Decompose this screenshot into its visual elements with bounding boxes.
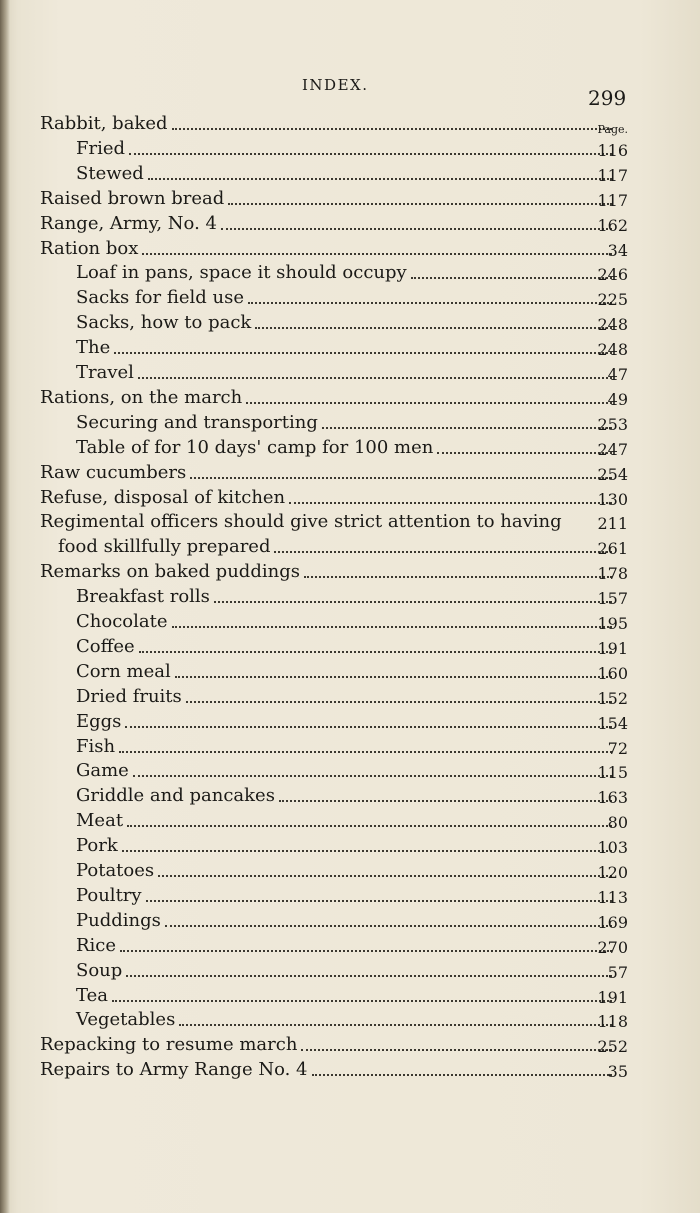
entry-label: food skillfully prepared (58, 536, 271, 558)
entry-label: Puddings (76, 909, 161, 931)
page-number: 299 (588, 86, 627, 110)
index-entry (0, 487, 700, 511)
dot-leader (255, 326, 612, 329)
index-entry (0, 412, 700, 436)
entry-page-number: 191 (597, 987, 628, 1007)
index-entry (0, 736, 700, 760)
entry-page-number: 248 (597, 315, 628, 335)
entry-page-number: 80 (607, 813, 628, 833)
page-title: INDEX. (302, 76, 369, 94)
entry-label: Game (76, 760, 129, 782)
dot-leader (175, 675, 612, 678)
entry-label: Refuse, disposal of kitchen (40, 486, 286, 508)
entry-label: Travel (76, 362, 134, 383)
dot-leader (158, 874, 612, 877)
entry-page-number: 157 (597, 589, 628, 609)
index-entry (0, 835, 700, 859)
dot-leader (122, 849, 612, 852)
entry-label: Securing and transporting (76, 411, 318, 433)
entry-label: Poultry (76, 884, 142, 906)
entry-page-number: 160 (597, 663, 628, 683)
dot-leader (312, 1073, 613, 1076)
dot-leader (148, 177, 612, 180)
index-entry (0, 238, 700, 262)
index-entry (0, 960, 700, 984)
page-column-label: Page. (597, 123, 628, 136)
entry-page-number: 248 (597, 340, 628, 360)
entry-label: Repacking to resume march (40, 1034, 298, 1056)
entry-label: Loaf in pans, space it should occupy (76, 262, 407, 284)
index-entry (0, 611, 700, 635)
index-entry (0, 312, 700, 336)
entry-page-number: 211 (597, 514, 628, 534)
dot-leader (112, 999, 612, 1002)
entry-page-number: 270 (597, 937, 628, 957)
entry-page-number: 34 (607, 240, 628, 260)
entry-page-number: 103 (597, 838, 628, 858)
entry-label: Soup (76, 959, 123, 981)
entry-label: Table of for 10 days' camp for 100 men (76, 436, 434, 458)
entry-page-number: 118 (597, 1012, 628, 1032)
entry-page-number: 225 (597, 290, 628, 310)
index-entry (0, 511, 700, 535)
entry-label: Rice (76, 934, 117, 956)
entry-label: Remarks on baked puddings (40, 561, 300, 583)
index-entry (0, 138, 700, 162)
index-entry (0, 1009, 700, 1033)
entry-page-number: 115 (597, 763, 628, 783)
entry-label: Range, Army, No. 4 (40, 212, 217, 234)
entry-page-number: 162 (597, 215, 628, 235)
index-entry (0, 462, 700, 486)
index-entry (0, 113, 700, 137)
entry-page-number: 47 (607, 365, 628, 384)
entry-page-number: 253 (597, 414, 628, 434)
dot-leader (119, 750, 612, 753)
entry-label: Sacks, how to pack (76, 312, 252, 334)
entry-page-number: 130 (597, 489, 628, 509)
entry-page-number: 169 (597, 912, 628, 932)
dot-leader (322, 426, 612, 429)
dot-leader (139, 650, 612, 653)
entry-label: Raised brown bread (40, 187, 225, 209)
entry-page-number: 113 (597, 887, 628, 907)
page-header (0, 76, 700, 110)
entry-page-number: 117 (597, 190, 628, 210)
dot-leader (228, 202, 612, 205)
index-entry (0, 860, 700, 884)
index-entry (0, 287, 700, 311)
entry-page-number: 152 (597, 688, 628, 708)
dot-leader (127, 824, 612, 827)
dot-leader (129, 152, 612, 155)
index-entry (0, 362, 700, 386)
entry-page-number: 35 (607, 1062, 628, 1082)
dot-leader (172, 625, 613, 628)
entry-label: Ration box (40, 237, 139, 259)
dot-leader (289, 501, 612, 504)
dot-leader (133, 774, 612, 777)
entry-label: Fish (76, 735, 116, 757)
dot-leader (190, 476, 612, 479)
index-entry (0, 262, 700, 286)
dot-leader (214, 600, 612, 603)
dot-leader (279, 799, 612, 802)
index-entry (0, 1059, 700, 1083)
index-entry (0, 711, 700, 735)
index-entry (0, 661, 700, 685)
dot-leader (248, 301, 612, 304)
index-entry (0, 760, 700, 784)
entry-page-number: 154 (597, 713, 628, 733)
index-entry (0, 586, 700, 610)
entry-label: Dried fruits (76, 685, 182, 707)
entry-label: Repairs to Army Range No. 4 (40, 1059, 308, 1081)
entry-label: Breakfast rolls (76, 586, 210, 608)
index-entry (0, 561, 700, 585)
index-entry (0, 985, 700, 1009)
entry-label: Chocolate (76, 611, 168, 632)
index-entry (0, 1034, 700, 1058)
index-entry (0, 188, 700, 212)
index-entry (0, 213, 700, 237)
entry-page-number: 254 (597, 464, 628, 484)
entry-label: Vegetables (76, 1009, 176, 1031)
entry-label: Regimental officers should give strict attention to having (40, 511, 562, 533)
entry-label: Coffee (76, 635, 135, 657)
dot-leader (186, 700, 612, 703)
entry-page-number: 57 (607, 962, 628, 982)
entry-label: Raw cucumbers (40, 461, 187, 483)
entry-page-number: 178 (597, 564, 628, 584)
dot-leader (221, 227, 612, 230)
dot-leader (146, 899, 612, 902)
entry-label: Rabbit, baked (40, 113, 168, 134)
entry-page-number: 252 (597, 1037, 628, 1057)
dot-leader (138, 376, 612, 379)
entry-page-number: 246 (597, 265, 628, 285)
entry-label: Corn meal (76, 660, 171, 682)
entry-page-number: 117 (597, 165, 628, 185)
dot-leader (274, 550, 612, 553)
dot-leader (179, 1023, 612, 1026)
entry-label: Eggs (76, 710, 122, 732)
entry-page-number: 116 (597, 140, 628, 160)
entry-label: The (76, 337, 111, 359)
entry-label: Fried (76, 137, 126, 159)
index-entry (0, 785, 700, 809)
index-entry (0, 636, 700, 660)
entry-page-number: 195 (597, 614, 628, 633)
entry-label: Rations, on the march (40, 386, 243, 408)
entry-page-number: 191 (597, 638, 628, 658)
dot-leader (304, 575, 612, 578)
index-entry (0, 686, 700, 710)
index-entry (0, 437, 700, 461)
index-entry (0, 885, 700, 909)
entry-page-number: 120 (597, 863, 628, 882)
entry-label: Griddle and pancakes (76, 785, 275, 807)
entry-page-number: 49 (607, 389, 628, 409)
index-entry (0, 163, 700, 187)
entry-label: Sacks for field use (76, 287, 244, 309)
index-entry (0, 536, 700, 560)
dot-leader (301, 1048, 612, 1051)
dot-leader (172, 127, 612, 130)
dot-leader (114, 351, 612, 354)
entry-page-number: 72 (607, 738, 628, 758)
dot-leader (120, 949, 612, 952)
dot-leader (165, 924, 612, 927)
entry-label: Tea (76, 984, 108, 1006)
dot-leader (125, 725, 612, 728)
index-entry (0, 935, 700, 959)
entry-label: Stewed (76, 162, 144, 184)
entry-label: Potatoes (76, 860, 155, 881)
entry-label: Meat (76, 810, 124, 832)
entry-page-number: 247 (597, 439, 628, 459)
entry-page-number: 261 (597, 539, 628, 559)
entry-label: Pork (76, 835, 118, 857)
entry-page-number: 163 (597, 788, 628, 808)
index-entry (0, 387, 700, 411)
dot-leader (246, 401, 612, 404)
dot-leader (142, 252, 612, 255)
index-entry (0, 810, 700, 834)
dot-leader (126, 974, 612, 977)
index-entry (0, 910, 700, 934)
index-entry (0, 337, 700, 361)
